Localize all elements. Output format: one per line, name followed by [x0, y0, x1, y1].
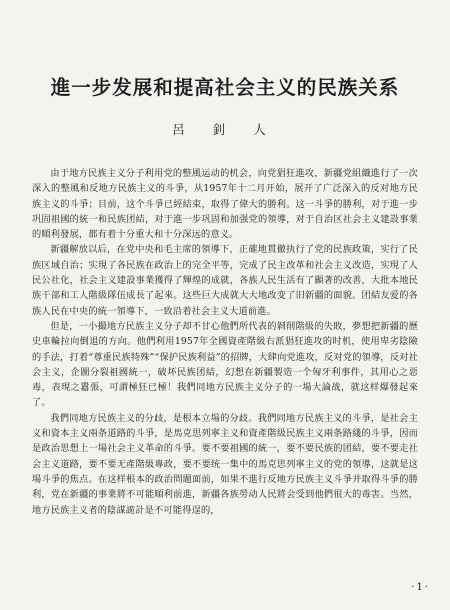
- paragraph: 由于地方民族主义分子利用党的整風运动的机会，向党猖狂進攻，新疆党組織進行了一次深入的整風和反地方民族主义的斗爭，从1957年十二月开始，展开了广泛深入的反对地方民族主义的斗爭；目前，这个斗爭已經結束，取得了偉大的勝利。这一斗爭的勝利，对于進一步巩固祖國的統一和民族团結，对于進一步巩固和加强党的領導，对于自治区社会主义建設事業的順利發展，都有着十分重大和十分深远的意义。: [32, 168, 418, 241]
- paragraph: 但是，一小撮地方民族主义分子却不甘心他們所代表的剝削階級的失敗，夢想把新疆的歷史車輪拉向倒退的方向。他們利用1957年全國資產階級右派猖狂進攻的时机，使用卑劣陰險的手法，打着“尊重民族特殊”“保护民族利益”的招牌，大肆向党進攻，反对党的領導，反对社会主义，企圖分裂祖國統一，破坏民族团結，幻想在新疆製造一个匈牙利事件，其用心之惡毒，表現之囂張，可謂極狂已極！我們同地方民族主义分子的一場大論战，就这样爆發起來了。: [32, 320, 418, 409]
- article-title: 進一步发展和提高社会主义的民族关系: [50, 76, 400, 99]
- article-author: 呂 釗 人: [172, 122, 278, 137]
- article-body: [32, 166, 418, 518]
- paragraph: 新疆解放以后，在党中央和毛主席的領導下，正確地貫徹执行了党的民族政策，实行了民族区域自治；实現了各民族在政治上的完全平等，完成了民主改革和社会主义改造，实現了人民公社化，社会主义建設事業獲得了輝煌的成就，各族人民生活有了顯著的改善，大批本地民族干部和工人階級隊伍成長了起來。这些巨大成就大大地改变了旧新疆的面貌。团結友爱的各族人民在中央的統一領導下，一致沿着社会主义大道前進。: [32, 244, 418, 317]
- paragraph: 我們同地方民族主义的分歧，是根本立場的分歧。我們同地方民族主义的斗爭，是社会主义和資本主义兩条道路的斗爭，是馬克思列寧主义和資產階級民族主义兩条路綫的斗爭，因而是政治思想上一場社会主义革命的斗爭。要不要祖國的統一，要不要民族的团結，要不要走社会主义道路，要不要无產階級專政，要不要统一集中的馬克思列寧主义的党的領導，这就是这場斗爭的焦点。在这样根本的政治問題面前，如果不進行反地方民族主义斗爭并取得斗爭的勝利，党在新疆的事業將不可能順利前進，新疆各族勞动人民將会受到他們很大的毒害。当然，地方民族主义者的陰謀詭計是不可能得逞的，: [32, 412, 418, 516]
- page-number: ·1·: [411, 582, 430, 593]
